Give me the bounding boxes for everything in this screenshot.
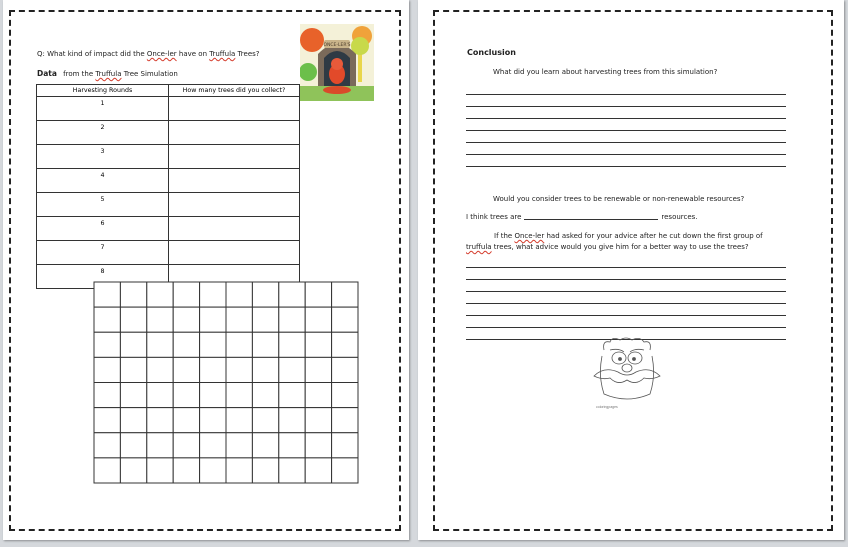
harvest-data-table — [36, 84, 300, 289]
advice-question — [466, 231, 786, 253]
question-line — [37, 50, 260, 58]
grid-cell — [94, 282, 120, 307]
grid-cell — [226, 458, 252, 483]
grid-cell — [279, 458, 305, 483]
grid-cell — [173, 357, 199, 382]
trees-collected-cell — [169, 169, 300, 193]
advice-mid: had asked for your advice after he cut down the first group of — [546, 232, 763, 240]
grid-cell — [173, 332, 199, 357]
grid-cell — [147, 458, 173, 483]
grid-cell — [332, 383, 358, 408]
grid-cell — [120, 357, 146, 382]
answer-line[interactable] — [466, 119, 786, 131]
grid-cell — [94, 458, 120, 483]
grid-cell — [173, 433, 199, 458]
statement-blank[interactable] — [524, 219, 658, 220]
table-row — [37, 193, 300, 217]
grid-cell — [147, 357, 173, 382]
answer-line[interactable] — [466, 316, 786, 328]
question-prefix: Q: — [37, 50, 48, 58]
grid-cell — [305, 458, 331, 483]
grid-cell — [147, 383, 173, 408]
grid-cell — [252, 357, 278, 382]
table-row — [37, 145, 300, 169]
illustration-sign-text: ONCE-LER'S — [323, 43, 351, 48]
grid-cell — [252, 458, 278, 483]
answer-line[interactable] — [466, 131, 786, 143]
round-number: 8 — [37, 265, 169, 289]
grid-cell — [252, 383, 278, 408]
grid-cell — [305, 408, 331, 433]
header-trees-collected: How many trees did you collect? — [169, 85, 300, 97]
answer-lines-conclusion — [466, 83, 786, 167]
grid-cell — [200, 332, 226, 357]
data-heading — [37, 69, 178, 78]
grid-cell — [173, 408, 199, 433]
grid-cell — [94, 307, 120, 332]
grid-cell — [252, 332, 278, 357]
table-row — [37, 241, 300, 265]
data-label: Data — [37, 69, 57, 78]
grid-cell — [252, 408, 278, 433]
header-harvesting-rounds: Harvesting Rounds — [37, 85, 169, 97]
grid-cell — [226, 408, 252, 433]
statement-end: resources. — [661, 213, 698, 221]
grid-cell — [94, 408, 120, 433]
grid-cell — [226, 307, 252, 332]
question-end: Trees? — [237, 50, 260, 58]
statement-start: I think trees are — [466, 213, 522, 221]
advice-pre: If the — [494, 232, 513, 240]
answer-line[interactable] — [466, 268, 786, 280]
round-number: 3 — [37, 145, 169, 169]
answer-line[interactable] — [466, 83, 786, 95]
grid-cell — [305, 433, 331, 458]
grid-cell — [252, 307, 278, 332]
grid-cell — [332, 332, 358, 357]
round-number: 4 — [37, 169, 169, 193]
answer-line[interactable] — [466, 304, 786, 316]
grid-cell — [147, 408, 173, 433]
round-number: 6 — [37, 217, 169, 241]
renewable-question: Would you consider trees to be renewable or non-renewable resources? — [493, 195, 745, 203]
grid-cell — [147, 282, 173, 307]
trees-collected-cell — [169, 217, 300, 241]
trees-collected-cell — [169, 193, 300, 217]
answer-line[interactable] — [466, 280, 786, 292]
grid-cell — [94, 433, 120, 458]
grid-cell — [305, 307, 331, 332]
table-row — [37, 97, 300, 121]
lorax-credit: coloringpages — [596, 405, 618, 409]
table-header-row — [37, 85, 300, 97]
renewable-statement — [466, 213, 698, 221]
data-text-truffula: Truffula — [95, 70, 122, 78]
data-text-pre: from the — [63, 70, 94, 78]
grid-cell — [226, 332, 252, 357]
grid-cell — [305, 383, 331, 408]
conclusion-question: What did you learn about harvesting trees from this simulation? — [493, 68, 718, 76]
grid-cell — [332, 307, 358, 332]
grid-cell — [200, 433, 226, 458]
grid-cell — [200, 408, 226, 433]
answer-line[interactable] — [466, 292, 786, 304]
grid-cell — [332, 458, 358, 483]
grid-cell — [200, 383, 226, 408]
grid-cell — [332, 357, 358, 382]
trees-collected-cell — [169, 241, 300, 265]
grid-cell — [173, 383, 199, 408]
grid-cell — [173, 282, 199, 307]
grid-cell — [200, 282, 226, 307]
answer-line[interactable] — [466, 107, 786, 119]
grid-cell — [279, 357, 305, 382]
trees-collected-cell — [169, 97, 300, 121]
answer-line[interactable] — [466, 95, 786, 107]
question-text: What kind of impact did the — [47, 50, 145, 58]
grid-cell — [252, 433, 278, 458]
question-mid: have on — [178, 50, 208, 58]
onceler-house-illustration — [300, 24, 374, 101]
grid-cell — [120, 332, 146, 357]
answer-lines-advice — [466, 256, 786, 340]
grid-cell — [332, 433, 358, 458]
worksheet-page-right — [418, 0, 844, 540]
grid-cell — [226, 357, 252, 382]
advice-end: trees, what advice would you give him for a better way to use the trees? — [493, 243, 749, 251]
lorax-illustration — [590, 336, 664, 406]
grid-cell — [147, 433, 173, 458]
grid-cell — [120, 282, 146, 307]
graph-grid — [93, 281, 359, 484]
advice-name-onceler: Once-ler — [514, 232, 545, 240]
round-number: 7 — [37, 241, 169, 265]
grid-cell — [173, 307, 199, 332]
trees-collected-cell — [169, 121, 300, 145]
grid-cell — [120, 458, 146, 483]
grid-cell — [120, 433, 146, 458]
grid-cell — [120, 383, 146, 408]
grid-cell — [305, 332, 331, 357]
grid-cell — [279, 332, 305, 357]
grid-cell — [120, 307, 146, 332]
worksheet-page-left — [3, 0, 409, 540]
round-number: 2 — [37, 121, 169, 145]
grid-cell — [226, 433, 252, 458]
grid-cell — [305, 282, 331, 307]
table-row — [37, 169, 300, 193]
grid-cell — [200, 307, 226, 332]
data-text-post: Tree Simulation — [123, 70, 178, 78]
table-row — [37, 217, 300, 241]
grid-cell — [94, 383, 120, 408]
table-row — [37, 121, 300, 145]
grid-cell — [279, 408, 305, 433]
grid-cell — [279, 282, 305, 307]
answer-line[interactable] — [466, 155, 786, 167]
grid-cell — [200, 458, 226, 483]
grid-cell — [120, 408, 146, 433]
grid-cell — [94, 357, 120, 382]
round-number: 5 — [37, 193, 169, 217]
grid-cell — [226, 383, 252, 408]
answer-line[interactable] — [466, 256, 786, 268]
grid-cell — [173, 458, 199, 483]
grid-cell — [147, 332, 173, 357]
grid-cell — [279, 383, 305, 408]
grid-cell — [332, 408, 358, 433]
round-number: 1 — [37, 97, 169, 121]
grid-cell — [200, 357, 226, 382]
grid-cell — [252, 282, 278, 307]
grid-cell — [305, 357, 331, 382]
answer-line[interactable] — [466, 143, 786, 155]
grid-cell — [147, 307, 173, 332]
question-name-truffula: Truffula — [209, 50, 236, 58]
grid-cell — [279, 307, 305, 332]
trees-collected-cell — [169, 145, 300, 169]
grid-cell — [332, 282, 358, 307]
grid-cell — [94, 332, 120, 357]
grid-cell — [226, 282, 252, 307]
advice-name-truffula: truffula — [466, 243, 492, 251]
question-name-onceler: Once-ler — [146, 50, 177, 58]
conclusion-title: Conclusion — [467, 48, 516, 57]
grid-cell — [279, 433, 305, 458]
